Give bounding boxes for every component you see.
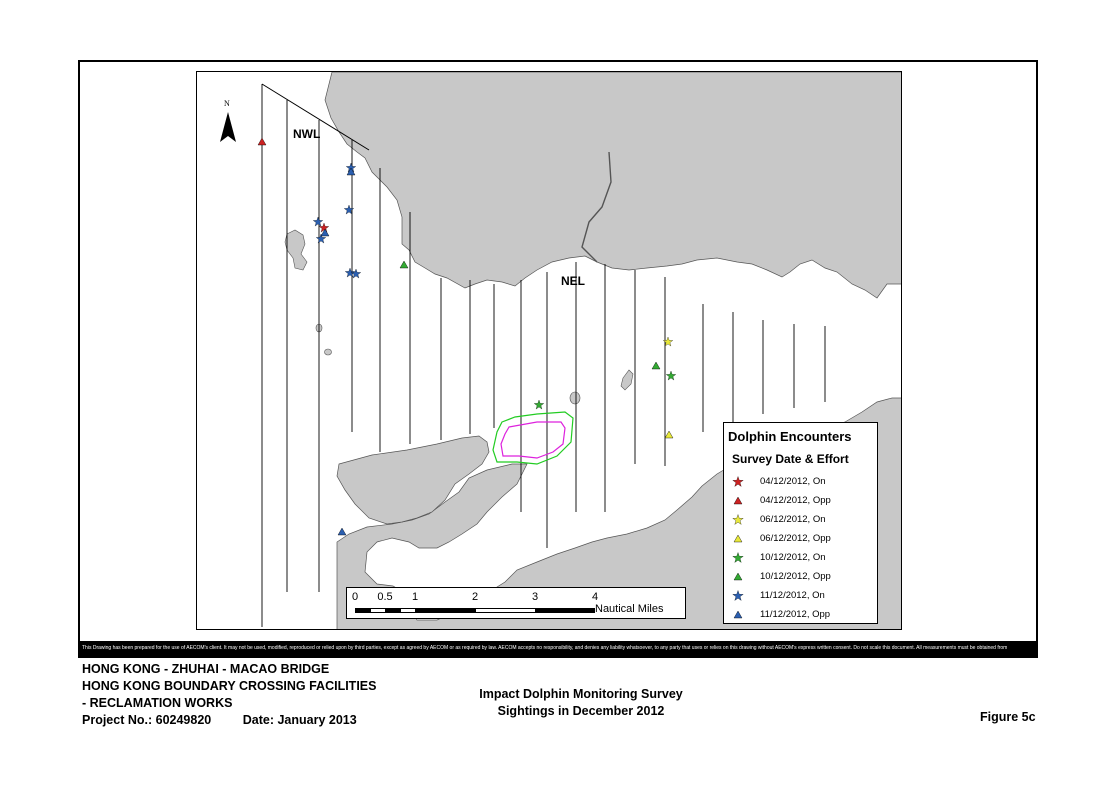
star-icon: [730, 551, 746, 565]
title-line-3: - RECLAMATION WORKS: [82, 696, 233, 710]
island-small-3: [570, 392, 580, 404]
legend-item-label: 11/12/2012, On: [760, 590, 825, 601]
figure-title: [470, 686, 692, 720]
scale-label: 0.5: [377, 591, 393, 603]
title-block: [82, 661, 376, 729]
north-arrow-icon: [218, 100, 238, 144]
legend-item-label: 06/12/2012, Opp: [760, 533, 831, 544]
triangle-icon: [730, 608, 746, 622]
legend: [723, 422, 878, 624]
legend-item: [730, 567, 831, 586]
scale-label: 3: [531, 591, 539, 603]
figure-title-line-1: Impact Dolphin Monitoring Survey: [479, 687, 683, 701]
legend-title: Dolphin Encounters: [728, 429, 852, 444]
scale-segment: [355, 608, 371, 613]
legend-item-label: 10/12/2012, Opp: [760, 571, 831, 582]
legend-item: [730, 586, 831, 605]
area-label-nel: NEL: [561, 274, 585, 288]
legend-item: [730, 472, 831, 491]
star-icon: [730, 513, 746, 527]
legend-item-label: 06/12/2012, On: [760, 514, 826, 525]
legend-subtitle: Survey Date & Effort: [732, 452, 849, 466]
legend-item: [730, 510, 831, 529]
scale-bar: [346, 587, 686, 619]
scale-segment: [385, 608, 401, 613]
disclaimer-bar: This Drawing has been prepared for the use of AECOM's client. It may not be used, modified, reproduced or relied upon by third parties, except as agreed by AECOM or as required by law. AECOM accepts no responsibility, and denies any liability whatsoever, to any party that uses or relies on this drawing without AECOM's express written consent. Do not scale this document. All measurements must be obtained from: [79, 641, 1037, 656]
legend-item: [730, 491, 831, 510]
legend-item-label: 10/12/2012, On: [760, 552, 826, 563]
scale-label: 1: [411, 591, 419, 603]
scale-label: 0: [351, 591, 359, 603]
legend-item-label: 04/12/2012, On: [760, 476, 826, 487]
project-date: Date: January 2013: [242, 713, 357, 727]
scale-segment: [415, 608, 476, 613]
area-label-nwl: NWL: [293, 127, 321, 141]
project-line: [82, 712, 376, 729]
star-icon: [730, 589, 746, 603]
island-small-2: [325, 349, 332, 355]
figure-number: Figure 5c: [980, 710, 1036, 724]
legend-item: [730, 605, 831, 624]
triangle-icon: [730, 532, 746, 546]
triangle-icon: [730, 570, 746, 584]
scale-label: 2: [471, 591, 479, 603]
legend-item-label: 11/12/2012, Opp: [760, 609, 831, 620]
title-line-2: HONG KONG BOUNDARY CROSSING FACILITIES: [82, 679, 377, 693]
legend-items: [730, 472, 831, 624]
legend-item-label: 04/12/2012, Opp: [760, 495, 831, 506]
legend-item: [730, 548, 831, 567]
scale-segment: [400, 608, 416, 613]
project-number: Project No.: 60249820: [82, 713, 212, 727]
scale-segment: [535, 608, 595, 613]
north-label: N: [224, 99, 230, 108]
star-icon: [730, 475, 746, 489]
figure-title-line-2: Sightings in December 2012: [497, 704, 665, 718]
scale-segment: [370, 608, 386, 613]
scale-segment: [475, 608, 536, 613]
legend-item: [730, 529, 831, 548]
scale-bar-segments: [355, 608, 595, 613]
triangle-icon: [730, 494, 746, 508]
scale-units: Nautical Miles: [595, 603, 664, 615]
title-line-1: HONG KONG - ZHUHAI - MACAO BRIDGE: [82, 662, 330, 676]
scale-label: 4: [591, 591, 599, 603]
